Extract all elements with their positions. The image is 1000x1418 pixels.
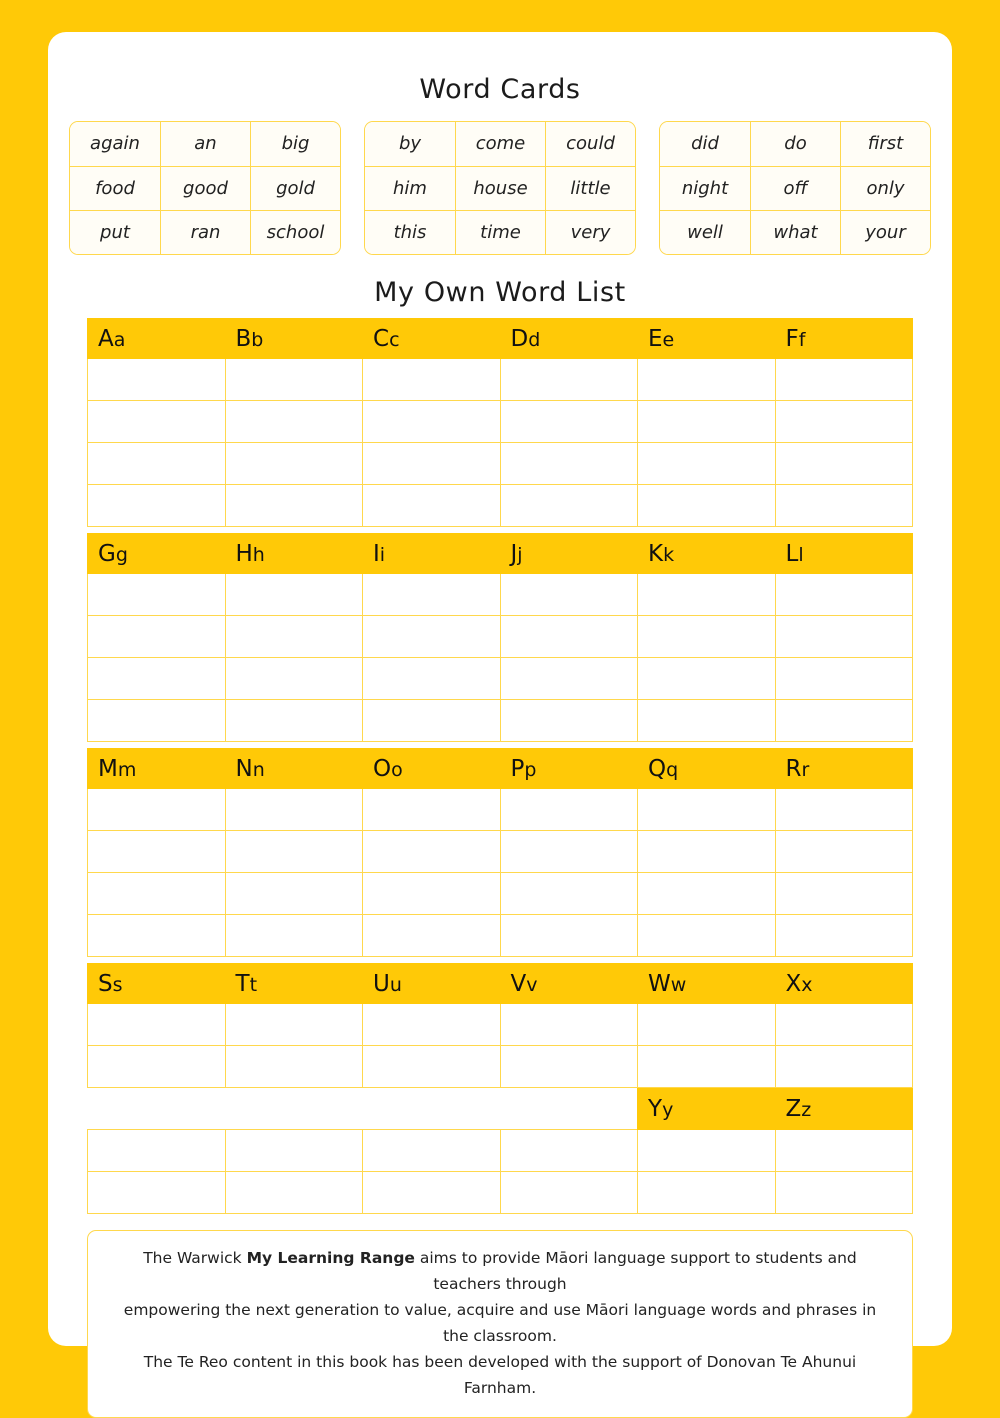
footer-note (87, 1230, 913, 1418)
alphabet-letter-cell: Ss (88, 964, 226, 1004)
alphabet-write-row (88, 915, 913, 957)
alphabet-letter-row (88, 964, 913, 1004)
alphabet-write-row (88, 616, 913, 658)
word-card-cell[interactable]: little (545, 166, 635, 210)
word-card-line (365, 122, 635, 166)
alphabet-letter-cell: Dd (500, 319, 638, 359)
alphabet-letter-row (88, 1088, 913, 1130)
footer-brand: My Learning Range (246, 1249, 415, 1267)
footer-line-1-post: aims to provide Māori language support to students and teachers through (414, 1249, 857, 1293)
alphabet-write-row (88, 574, 913, 616)
word-entry-cell[interactable] (638, 401, 776, 443)
word-card-cell[interactable]: an (160, 122, 250, 166)
spacer-cell (775, 957, 913, 964)
word-card-line (660, 166, 930, 210)
word-entry-cell[interactable] (363, 443, 501, 485)
word-entry-cell[interactable] (88, 485, 226, 527)
worksheet-page (48, 32, 952, 1397)
word-entry-cell[interactable] (500, 873, 638, 915)
word-entry-cell[interactable] (775, 915, 913, 957)
word-card-line (660, 210, 930, 254)
word-entry-cell[interactable] (638, 359, 776, 401)
alphabet-letter-cell: Mm (88, 749, 226, 789)
word-card-cell[interactable]: by (365, 122, 455, 166)
word-entry-cell[interactable] (88, 831, 226, 873)
word-entry-cell[interactable] (225, 1004, 363, 1046)
alphabet-letter-cell: Qq (638, 749, 776, 789)
alphabet-write-row (88, 700, 913, 742)
word-card-line (365, 166, 635, 210)
word-card-cell[interactable]: come (455, 122, 545, 166)
alphabet-write-row (88, 1046, 913, 1088)
word-entry-cell[interactable] (88, 401, 226, 443)
alphabet-letter-cell: Xx (775, 964, 913, 1004)
alphabet-write-row (88, 1004, 913, 1046)
word-entry-cell[interactable] (225, 658, 363, 700)
word-card-cell[interactable]: first (840, 122, 930, 166)
word-entry-cell[interactable] (638, 616, 776, 658)
alphabet-write-row (88, 401, 913, 443)
word-entry-cell[interactable] (775, 789, 913, 831)
word-list-title: My Own Word List (374, 277, 626, 308)
alphabet-letter-cell: Bb (225, 319, 363, 359)
alphabet-block-spacer (88, 527, 913, 534)
alphabet-write-row (88, 1130, 913, 1172)
alphabet-letter-cell: Pp (500, 749, 638, 789)
alphabet-letter-cell: Vv (500, 964, 638, 1004)
word-card-cell[interactable]: well (660, 210, 750, 254)
word-entry-cell[interactable] (500, 1046, 638, 1088)
word-entry-cell[interactable] (775, 401, 913, 443)
word-entry-cell[interactable] (775, 700, 913, 742)
word-card-line (70, 166, 340, 210)
word-entry-cell[interactable] (363, 574, 501, 616)
word-card-cell[interactable]: school (250, 210, 340, 254)
word-entry-cell[interactable] (363, 1046, 501, 1088)
word-entry-cell[interactable] (225, 1172, 363, 1214)
spacer-cell (363, 957, 501, 964)
word-entry-cell[interactable] (638, 1004, 776, 1046)
word-entry-cell[interactable] (363, 789, 501, 831)
word-entry-cell[interactable] (638, 700, 776, 742)
word-card-cell[interactable]: what (750, 210, 840, 254)
word-card-group-1 (69, 121, 341, 255)
word-entry-cell[interactable] (500, 1172, 638, 1214)
word-entry-cell[interactable] (88, 789, 226, 831)
word-entry-cell[interactable] (500, 700, 638, 742)
word-entry-cell[interactable] (500, 401, 638, 443)
word-entry-cell[interactable] (363, 1004, 501, 1046)
word-entry-cell[interactable] (88, 915, 226, 957)
alphabet-block-spacer (88, 957, 913, 964)
alphabet-letter-cell: Rr (775, 749, 913, 789)
word-entry-cell[interactable] (638, 873, 776, 915)
word-card-group-2 (364, 121, 636, 255)
word-entry-cell[interactable] (500, 831, 638, 873)
word-card-line (660, 122, 930, 166)
spacer-cell (363, 742, 501, 749)
word-entry-cell[interactable] (775, 658, 913, 700)
word-entry-cell[interactable] (638, 789, 776, 831)
spacer-cell (363, 527, 501, 534)
alphabet-write-row (88, 873, 913, 915)
word-entry-cell[interactable] (775, 873, 913, 915)
word-entry-cell[interactable] (88, 700, 226, 742)
word-entry-cell[interactable] (500, 485, 638, 527)
word-entry-cell[interactable] (88, 658, 226, 700)
word-entry-cell[interactable] (775, 1130, 913, 1172)
word-card-cell[interactable]: food (70, 166, 160, 210)
word-entry-cell[interactable] (363, 359, 501, 401)
word-card-cell[interactable]: gold (250, 166, 340, 210)
word-entry-cell[interactable] (225, 789, 363, 831)
word-entry-cell[interactable] (500, 658, 638, 700)
alphabet-letter-cell: Nn (225, 749, 363, 789)
word-entry-cell[interactable] (225, 1130, 363, 1172)
spacer-cell (638, 527, 776, 534)
word-card-cell[interactable]: your (840, 210, 930, 254)
word-entry-cell[interactable] (500, 359, 638, 401)
word-entry-cell[interactable] (775, 1172, 913, 1214)
word-entry-cell[interactable] (500, 616, 638, 658)
word-entry-cell[interactable] (225, 485, 363, 527)
word-entry-cell[interactable] (775, 616, 913, 658)
spacer-cell (638, 742, 776, 749)
word-entry-cell[interactable] (500, 1130, 638, 1172)
spacer-cell (225, 957, 363, 964)
alphabet-letter-cell: Ww (638, 964, 776, 1004)
word-entry-cell[interactable] (363, 831, 501, 873)
spacer-cell (775, 742, 913, 749)
footer-line-1-pre: The Warwick (143, 1249, 247, 1267)
word-entry-cell[interactable] (638, 485, 776, 527)
word-entry-cell[interactable] (88, 443, 226, 485)
alphabet-letter-cell: Ll (775, 534, 913, 574)
word-entry-cell[interactable] (225, 1046, 363, 1088)
alphabet-write-row (88, 443, 913, 485)
word-entry-cell[interactable] (225, 873, 363, 915)
alphabet-letter-row (88, 749, 913, 789)
word-entry-cell[interactable] (638, 574, 776, 616)
word-entry-cell[interactable] (500, 1004, 638, 1046)
word-entry-cell[interactable] (363, 700, 501, 742)
alphabet-letter-cell: Ee (638, 319, 776, 359)
word-entry-cell[interactable] (775, 359, 913, 401)
footer-line-1 (112, 1245, 888, 1297)
spacer-cell (500, 957, 638, 964)
word-entry-cell[interactable] (500, 789, 638, 831)
alphabet-letter-cell: Zz (775, 1088, 913, 1130)
alphabet-letter-cell: Cc (363, 319, 501, 359)
alphabet-letter-cell: Yy (638, 1088, 776, 1130)
word-card-cell[interactable]: do (750, 122, 840, 166)
word-card-cell[interactable]: did (660, 122, 750, 166)
word-card-cell[interactable]: ran (160, 210, 250, 254)
word-entry-cell[interactable] (638, 831, 776, 873)
word-entry-cell[interactable] (88, 359, 226, 401)
alphabet-write-row (88, 831, 913, 873)
word-entry-cell[interactable] (638, 915, 776, 957)
word-card-line (70, 122, 340, 166)
alphabet-write-row (88, 359, 913, 401)
word-entry-cell[interactable] (88, 1004, 226, 1046)
spacer-cell (775, 527, 913, 534)
alphabet-word-list-table (87, 318, 913, 1214)
word-entry-cell[interactable] (638, 1172, 776, 1214)
word-entry-cell[interactable] (225, 700, 363, 742)
word-entry-cell[interactable] (88, 873, 226, 915)
alphabet-write-row (88, 658, 913, 700)
word-entry-cell[interactable] (225, 443, 363, 485)
word-entry-cell[interactable] (363, 915, 501, 957)
word-card-cell[interactable]: house (455, 166, 545, 210)
word-card-cell[interactable]: this (365, 210, 455, 254)
alphabet-letter-cell: Ii (363, 534, 501, 574)
word-entry-cell[interactable] (225, 616, 363, 658)
alphabet-write-row (88, 789, 913, 831)
word-card-cell[interactable]: again (70, 122, 160, 166)
word-card-line (365, 210, 635, 254)
word-card-cell[interactable]: put (70, 210, 160, 254)
word-card-cell[interactable]: off (750, 166, 840, 210)
word-entry-cell[interactable] (363, 1130, 501, 1172)
word-card-cell[interactable]: him (365, 166, 455, 210)
alphabet-letter-row (88, 319, 913, 359)
word-card-cell[interactable]: could (545, 122, 635, 166)
word-entry-cell[interactable] (638, 658, 776, 700)
alphabet-letter-cell: Hh (225, 534, 363, 574)
spacer-cell (88, 527, 226, 534)
word-entry-cell[interactable] (500, 574, 638, 616)
footer-line-3: The Te Reo content in this book has been developed with the support of Donovan Te Ahunui Farnham. (143, 1353, 857, 1397)
word-card-cell[interactable]: night (660, 166, 750, 210)
word-entry-cell[interactable] (88, 1172, 226, 1214)
word-cards-row (48, 121, 952, 255)
word-entry-cell[interactable] (500, 443, 638, 485)
spacer-cell (500, 742, 638, 749)
alphabet-letter-cell: Jj (500, 534, 638, 574)
word-entry-cell[interactable] (88, 1046, 226, 1088)
word-entry-cell[interactable] (88, 616, 226, 658)
alphabet-write-row (88, 1172, 913, 1214)
word-entry-cell[interactable] (225, 401, 363, 443)
word-entry-cell[interactable] (775, 1046, 913, 1088)
alphabet-letter-cell: Aa (88, 319, 226, 359)
spacer-cell (225, 527, 363, 534)
word-entry-cell[interactable] (363, 1172, 501, 1214)
word-entry-cell[interactable] (775, 574, 913, 616)
word-card-cell[interactable]: very (545, 210, 635, 254)
word-entry-cell[interactable] (775, 831, 913, 873)
word-card-cell[interactable]: big (250, 122, 340, 166)
word-card-cell[interactable]: time (455, 210, 545, 254)
word-entry-cell[interactable] (363, 873, 501, 915)
word-entry-cell[interactable] (363, 485, 501, 527)
alphabet-empty-cell (363, 1088, 501, 1130)
spacer-cell (500, 527, 638, 534)
word-entry-cell[interactable] (638, 1130, 776, 1172)
word-entry-cell[interactable] (363, 616, 501, 658)
word-entry-cell[interactable] (775, 485, 913, 527)
word-entry-cell[interactable] (775, 443, 913, 485)
word-cards-title: Word Cards (419, 74, 581, 105)
word-card-cell[interactable]: only (840, 166, 930, 210)
alphabet-letter-cell: Gg (88, 534, 226, 574)
alphabet-letter-cell: Ff (775, 319, 913, 359)
word-entry-cell[interactable] (363, 658, 501, 700)
alphabet-block-spacer (88, 742, 913, 749)
alphabet-write-row (88, 485, 913, 527)
alphabet-letter-row (88, 534, 913, 574)
word-entry-cell[interactable] (500, 915, 638, 957)
word-card-line (70, 210, 340, 254)
word-entry-cell[interactable] (225, 574, 363, 616)
word-card-cell[interactable]: good (160, 166, 250, 210)
word-entry-cell[interactable] (88, 1130, 226, 1172)
alphabet-empty-cell (88, 1088, 226, 1130)
spacer-cell (88, 957, 226, 964)
word-entry-cell[interactable] (638, 443, 776, 485)
word-entry-cell[interactable] (225, 359, 363, 401)
word-entry-cell[interactable] (638, 1046, 776, 1088)
alphabet-letter-cell: Kk (638, 534, 776, 574)
alphabet-letter-cell: Uu (363, 964, 501, 1004)
spacer-cell (638, 957, 776, 964)
alphabet-empty-cell (225, 1088, 363, 1130)
word-card-group-3 (659, 121, 931, 255)
spacer-cell (88, 742, 226, 749)
word-entry-cell[interactable] (225, 915, 363, 957)
alphabet-empty-cell (500, 1088, 638, 1130)
word-entry-cell[interactable] (363, 401, 501, 443)
footer-line-2: empowering the next generation to value, acquire and use Māori language words and phrases in the classroom. (123, 1301, 877, 1345)
word-entry-cell[interactable] (88, 574, 226, 616)
alphabet-letter-cell: Oo (363, 749, 501, 789)
word-entry-cell[interactable] (225, 831, 363, 873)
spacer-cell (225, 742, 363, 749)
word-entry-cell[interactable] (775, 1004, 913, 1046)
alphabet-letter-cell: Tt (225, 964, 363, 1004)
